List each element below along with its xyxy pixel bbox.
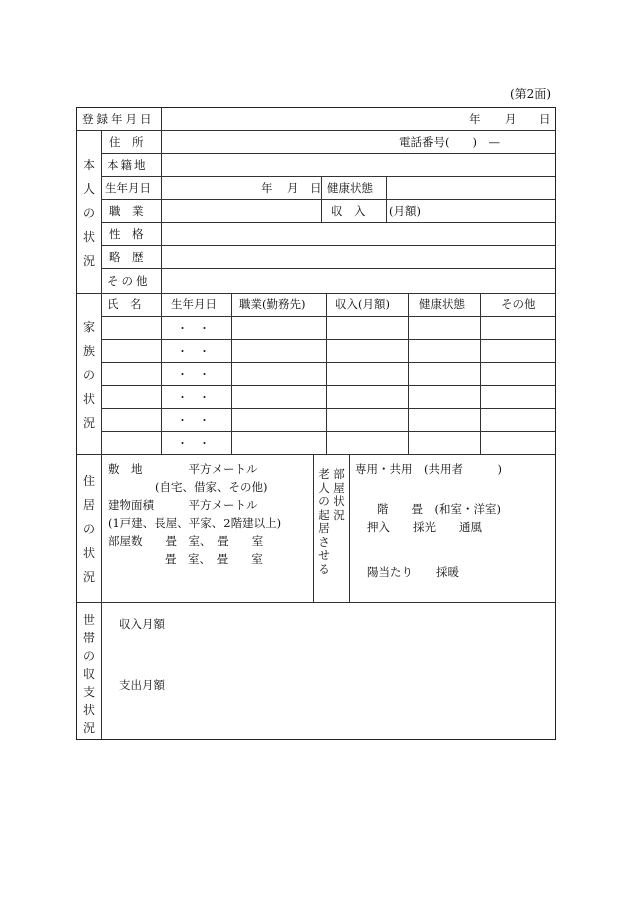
- section-char: 帯: [82, 631, 95, 645]
- budget-section-label: [82, 611, 96, 737]
- col-divider: [480, 293, 481, 454]
- history-label: 略 歴: [109, 250, 144, 264]
- label-char: さ: [318, 534, 330, 549]
- room-floor-mat-options: 階 畳 (和室・洋室): [377, 502, 501, 516]
- row-divider: [101, 408, 555, 409]
- site-area-label: 敷 地 平方メートル: [108, 462, 258, 476]
- row-divider: [101, 245, 555, 246]
- section-divider: [77, 454, 555, 455]
- section-char: 家: [82, 320, 95, 334]
- section-char: 状: [82, 546, 95, 560]
- family-header-name: 氏 名: [107, 297, 142, 311]
- col-divider: [161, 293, 162, 454]
- col-divider: [326, 293, 327, 454]
- row-divider: [101, 199, 555, 200]
- section-char: 居: [82, 498, 95, 512]
- family-birthdate-dots: ・ ・: [177, 414, 210, 427]
- section-char: 状: [82, 392, 95, 406]
- registration-form: [76, 107, 556, 740]
- section-char: 況: [82, 254, 95, 268]
- family-birthdate-dots: ・ ・: [177, 345, 210, 358]
- family-header-occupation: 職業(勤務先): [239, 297, 306, 311]
- personality-label: 性 格: [109, 227, 144, 241]
- registration-day: 日: [539, 112, 551, 126]
- phone-label: 電話番号( ) —: [399, 135, 500, 149]
- section-char: 人: [82, 182, 95, 196]
- row-divider: [101, 431, 555, 432]
- monthly-income-label: 収入月額: [119, 617, 165, 631]
- birth-year: 年: [261, 181, 273, 195]
- row-divider: [101, 316, 555, 317]
- col-divider: [349, 454, 350, 602]
- family-header-birthdate: 生年月日: [171, 297, 217, 311]
- health-label: 健康状態: [327, 181, 373, 195]
- section-char: 況: [82, 416, 95, 430]
- label-char: る: [318, 561, 330, 576]
- label-char: 屋: [333, 480, 345, 495]
- col-divider: [101, 130, 102, 739]
- label-char: 人: [318, 480, 330, 495]
- section-char: 支: [82, 685, 95, 699]
- col-divider: [408, 293, 409, 454]
- section-char: の: [82, 206, 95, 220]
- family-header-other: その他: [501, 297, 536, 311]
- row-divider: [101, 222, 555, 223]
- elder-room-label-col1: [318, 468, 330, 576]
- room-count-line2: 畳 室、 畳 室: [165, 552, 263, 566]
- section-char: 世: [82, 613, 95, 627]
- room-sunlight-heating: 陽当たり 採暖: [367, 565, 459, 579]
- family-header-income: 収入(月額): [335, 297, 390, 311]
- col-divider: [313, 454, 314, 602]
- row-divider: [101, 153, 555, 154]
- section-char: 収: [82, 667, 95, 681]
- room-count-label: 部屋数 畳 室、 畳 室: [108, 534, 264, 548]
- section-char: の: [82, 368, 95, 382]
- birth-month: 月: [287, 181, 299, 195]
- site-type-options: (自宅、借家、その他): [155, 480, 268, 494]
- col-divider: [161, 108, 162, 130]
- registration-month: 月: [505, 112, 517, 126]
- row-divider: [101, 268, 555, 269]
- col-divider: [161, 130, 162, 293]
- birth-day: 日: [310, 181, 322, 195]
- other-label: その他: [107, 274, 151, 288]
- birthdate-label: 生年月日: [105, 181, 151, 195]
- section-char: の: [82, 649, 95, 663]
- row-divider: [77, 130, 555, 131]
- self-section-label: [82, 156, 96, 276]
- label-char: 部: [333, 467, 345, 481]
- family-birthdate-dots: ・ ・: [177, 391, 210, 404]
- domicile-label: 本籍地: [107, 158, 148, 172]
- family-header-health: 健康状態: [419, 297, 465, 311]
- housing-section-label: [82, 472, 96, 592]
- label-char: 居: [318, 521, 330, 535]
- section-divider: [77, 293, 555, 294]
- section-char: 況: [82, 570, 95, 584]
- row-divider: [101, 385, 555, 386]
- room-usage-options: 専用・共用 (共用者 ): [355, 462, 502, 476]
- monthly-expense-label: 支出月額: [119, 678, 165, 692]
- income-label: 収 入: [331, 204, 366, 218]
- occupation-label: 職 業: [109, 204, 144, 218]
- building-area-label: 建物面積 平方メートル: [108, 498, 258, 512]
- page-number-label: (第2面): [510, 87, 551, 101]
- label-char: の: [318, 494, 330, 508]
- section-char: 状: [82, 703, 95, 717]
- col-divider: [231, 293, 232, 454]
- section-char: 状: [82, 230, 95, 244]
- row-divider: [101, 176, 555, 177]
- section-char: 本: [82, 158, 95, 172]
- income-monthly-note: (月額): [389, 204, 421, 218]
- elder-room-label-col2: [333, 468, 345, 522]
- label-char: 老: [318, 467, 330, 481]
- family-birthdate-dots: ・ ・: [177, 368, 210, 381]
- row-divider: [101, 339, 555, 340]
- family-section-label: [82, 318, 96, 438]
- label-char: 況: [333, 507, 345, 522]
- registration-date-label: 登録年月日: [82, 112, 155, 126]
- section-char: 族: [82, 344, 95, 358]
- section-char: の: [82, 522, 95, 536]
- room-storage-light-ventilation: 押入 採光 通風: [367, 520, 482, 534]
- registration-year: 年: [469, 112, 481, 126]
- address-label: 住 所: [109, 135, 144, 149]
- label-char: 起: [318, 507, 330, 522]
- building-type-options: (1戸建、長屋、平家、2階建以上): [108, 516, 282, 530]
- section-divider: [77, 602, 555, 603]
- col-divider: [386, 176, 387, 222]
- row-divider: [101, 362, 555, 363]
- section-char: 況: [82, 721, 95, 735]
- family-birthdate-dots: ・ ・: [177, 322, 210, 335]
- label-char: 状: [333, 494, 345, 508]
- family-birthdate-dots: ・ ・: [177, 437, 210, 450]
- label-char: せ: [318, 548, 330, 562]
- section-char: 住: [82, 474, 95, 488]
